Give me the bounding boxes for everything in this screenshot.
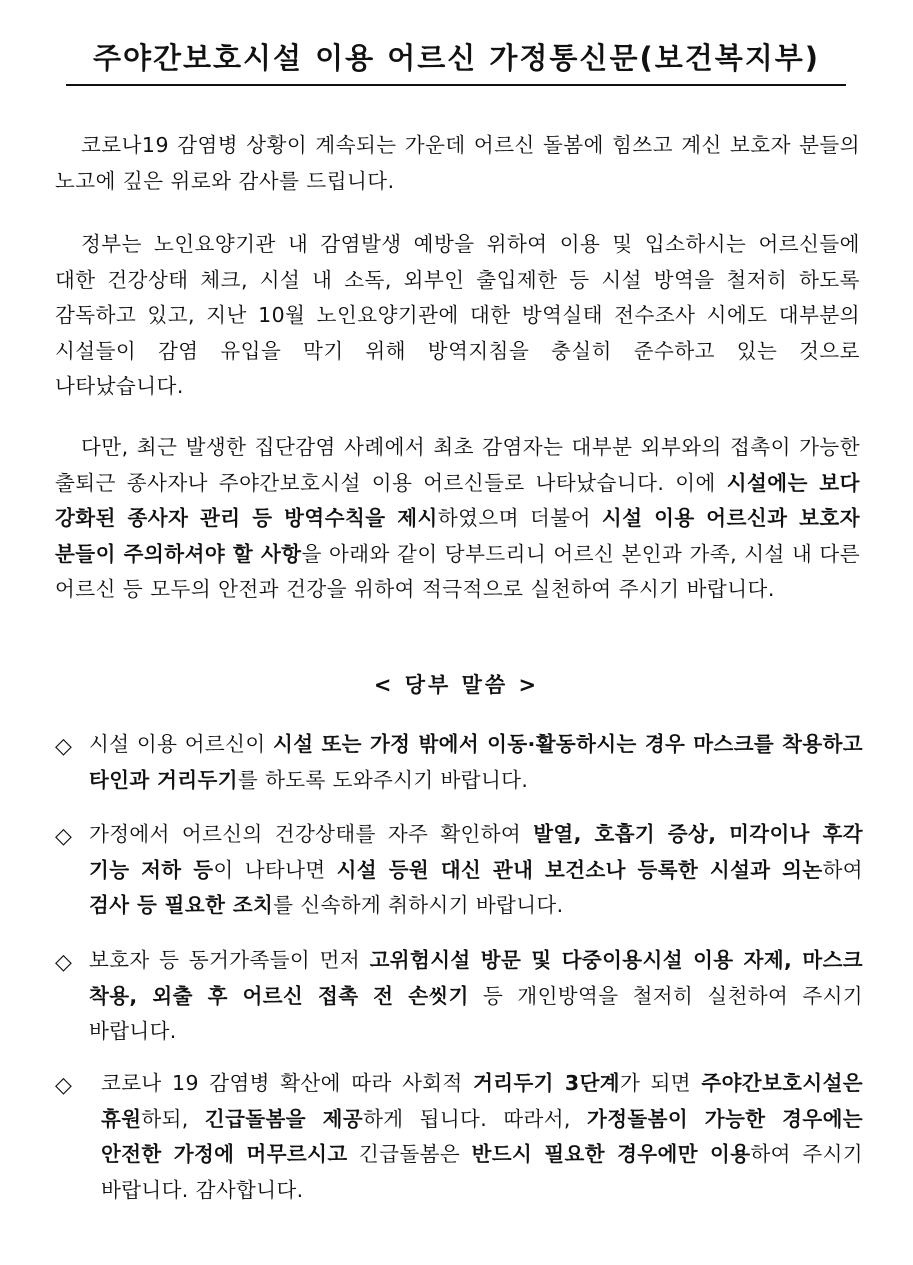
bullet-plain-text: 코로나 19 감염병 확산에 따라 사회적 <box>101 1071 474 1095</box>
bullet-emphasis: 긴급돌봄을 제공 <box>204 1106 364 1131</box>
bullet-item <box>55 817 863 924</box>
bullet-emphasis: 고위험시설 방문 및 다중이용시설 이용 자제, 마스크 착용, 외출 후 어르신 접촉 전 손씻기 <box>89 948 863 1008</box>
diamond-bullet-icon: ◇ <box>55 1073 73 1098</box>
bullet-item <box>55 1066 863 1208</box>
bullet-emphasis: 반드시 필요한 경우에만 이용 <box>471 1142 751 1166</box>
bullet-text <box>89 727 863 798</box>
diamond-bullet-icon: ◇ <box>55 734 73 759</box>
bullet-text <box>89 943 863 1050</box>
intro-paragraph: 코로나19 감염병 상황이 계속되는 가운데 어르신 돌봄에 힘쓰고 계신 보호자 분들의 노고에 깊은 위로와 감사를 드립니다. <box>55 133 860 193</box>
bullet-plain-text: 등 개인방역을 철저히 실천하여 주시기 바랍니다. <box>89 983 863 1043</box>
bullet-plain-text: 하게 됩니다. 따라서, <box>363 1106 588 1131</box>
document-title: 주야간보호시설 이용 어르신 가정통신문(보건복지부) <box>92 41 821 75</box>
bullet-plain-text: 시설 이용 어르신이 <box>89 732 273 756</box>
bullet-text <box>89 817 863 924</box>
bullet-plain-text: 하여 <box>822 857 863 882</box>
bullet-emphasis: 발열, 호흡기 증상, 미각이나 후각 기능 저하 등 <box>89 822 863 882</box>
paragraph-text: 을 아래와 같이 당부드리니 어르신 본인과 가족, 시설 내 다른 어르신 등 모두의 안전과 건강을 위하여 적극적으로 실천하여 주시기 바랍니다. <box>55 541 860 601</box>
paragraph-emphasis: 시설 이용 어르신과 보호자 분들이 주의하셔야 할 사항 <box>55 506 860 566</box>
bullet-plain-text: 를 신속하게 취하시기 바랍니다. <box>273 893 564 917</box>
diamond-bullet-icon: ◇ <box>55 950 73 975</box>
paragraph-text: 하였으며 더불어 <box>437 506 602 530</box>
bullet-plain-text: 가 되면 <box>619 1071 702 1095</box>
bullet-item <box>55 943 863 1050</box>
bullet-plain-text: 가정에서 어르신의 건강상태를 자주 확인하여 <box>89 822 534 846</box>
request-paragraph <box>55 430 860 608</box>
bullet-plain-text: 보호자 등 동거가족들이 먼저 <box>89 948 370 972</box>
paragraph-text: 다만, 최근 발생한 집단감염 사례에서 최초 감염자는 대부분 외부와의 접촉이 가능한 출퇴근 종사자나 주야간보호시설 이용 어르신들로 나타났습니다. 이에 <box>55 435 860 495</box>
bullet-text <box>101 1066 863 1208</box>
bullet-emphasis: 시설 또는 가정 밖에서 이동·활동하시는 경우 마스크를 착용하고 타인과 거리두기 <box>89 732 863 792</box>
bullet-plain-text: 하되, <box>141 1106 205 1131</box>
bullet-plain-text: 하여 주시기 바랍니다. 감사합니다. <box>101 1142 864 1202</box>
diamond-bullet-icon: ◇ <box>55 824 73 849</box>
bullet-item <box>55 727 863 798</box>
bullet-emphasis: 가정돌봄이 가능한 경우에는 안전한 가정에 머무르시고 <box>101 1106 863 1166</box>
bullet-plain-text: 이 나타나면 <box>213 857 337 882</box>
paragraph-emphasis: 시설에는 보다 강화된 종사자 관리 등 방역수칙을 제시 <box>55 470 860 530</box>
government-measures-paragraph: 정부는 노인요양기관 내 감염발생 예방을 위하여 이용 및 입소하시는 어르신들에 대한 건강상태 체크, 시설 내 소독, 외부인 출입제한 등 시설 방역을 철저히 하도록 감독하고 있고, 지난 10월 노인요양기관에 대한 방역실태 전수조사 시에도 대부분의 시설들이 감염 유입을 막기 위해 방역지침을 충실히 준수하고 있는 것으로 나타났습니다. <box>55 232 860 398</box>
bullet-emphasis: 검사 등 필요한 조치 <box>89 893 274 917</box>
bullet-emphasis: 주야간보호시설은 휴원 <box>101 1071 863 1131</box>
bullet-plain-text: 긴급돌봄은 <box>347 1142 472 1166</box>
bullet-emphasis: 거리두기 3단계 <box>473 1071 620 1095</box>
section-heading: < 당부 말씀 > <box>373 673 540 697</box>
bullet-plain-text: 를 하도록 도와주시기 바랍니다. <box>237 767 529 792</box>
title-underline <box>66 84 846 86</box>
bullet-emphasis: 시설 등원 대신 관내 보건소나 등록한 시설과 의논 <box>336 857 823 882</box>
